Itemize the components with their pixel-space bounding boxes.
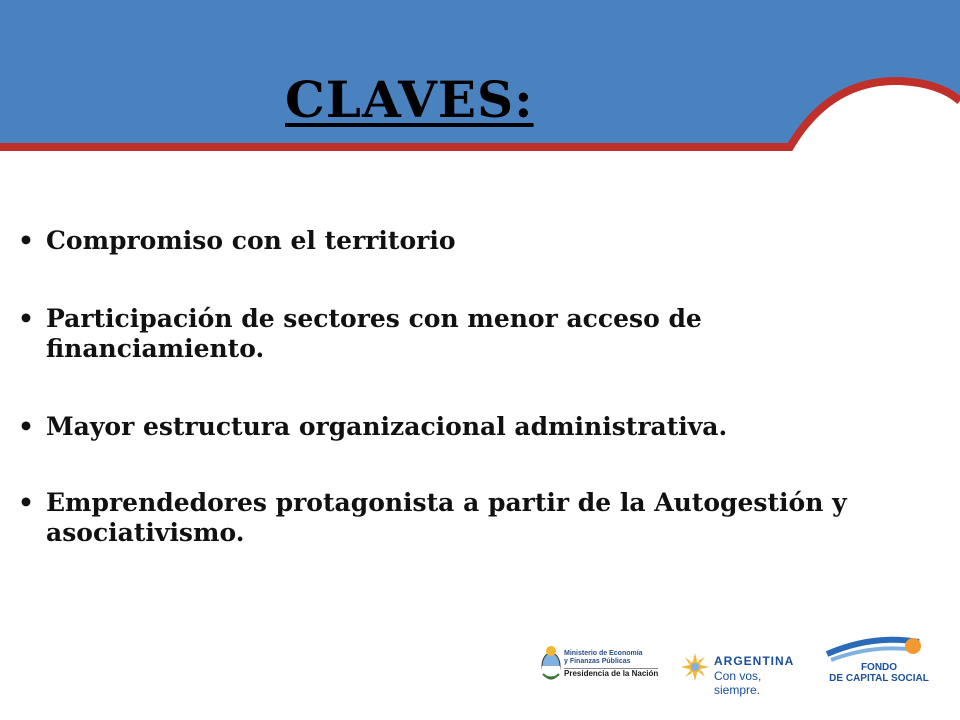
bullet-dot-icon: • [18,488,34,517]
fondo-line2: DE CAPITAL SOCIAL [829,673,929,684]
fondo-capital-social-logo [823,632,933,688]
argentina-name: ARGENTINA [714,654,795,668]
footer-logos [540,632,940,697]
slide-title: CLAVES: [285,70,534,129]
bullet-dot-icon: • [18,412,34,441]
bullet-dot-icon: • [18,304,34,333]
bullet-text: Mayor estructura organizacional administrativa. [46,412,728,441]
ministerio-line1: Ministerio de Economía [564,650,643,657]
ministerio-line3: Presidencia de la Nación [564,669,659,678]
argentina-logo [680,652,810,697]
bullet-list [18,226,918,548]
ministerio-text [564,650,658,678]
bullet-text: Compromiso con el territorio [46,226,456,255]
argentina-slogan: Con vos, siempre. [714,669,762,697]
fondo-line1: FONDO [860,662,898,673]
sun-icon [680,652,710,682]
ministerio-logo [540,644,660,688]
fondo-arc-icon [823,632,933,664]
bullet-dot-icon: • [18,226,34,255]
bullet-item [18,226,918,256]
bullet-item [18,304,918,364]
bullet-text: Participación de sectores con menor acceso de financiamiento. [46,304,702,363]
fondo-text [829,662,929,684]
bullet-item [18,412,918,442]
ministerio-line2: y Finanzas Públicas [564,658,631,665]
coat-of-arms-icon [540,644,562,684]
bullet-text: Emprendedores protagonista a partir de la Autogestión y asociativismo. [46,488,847,547]
bullet-item [18,488,918,548]
